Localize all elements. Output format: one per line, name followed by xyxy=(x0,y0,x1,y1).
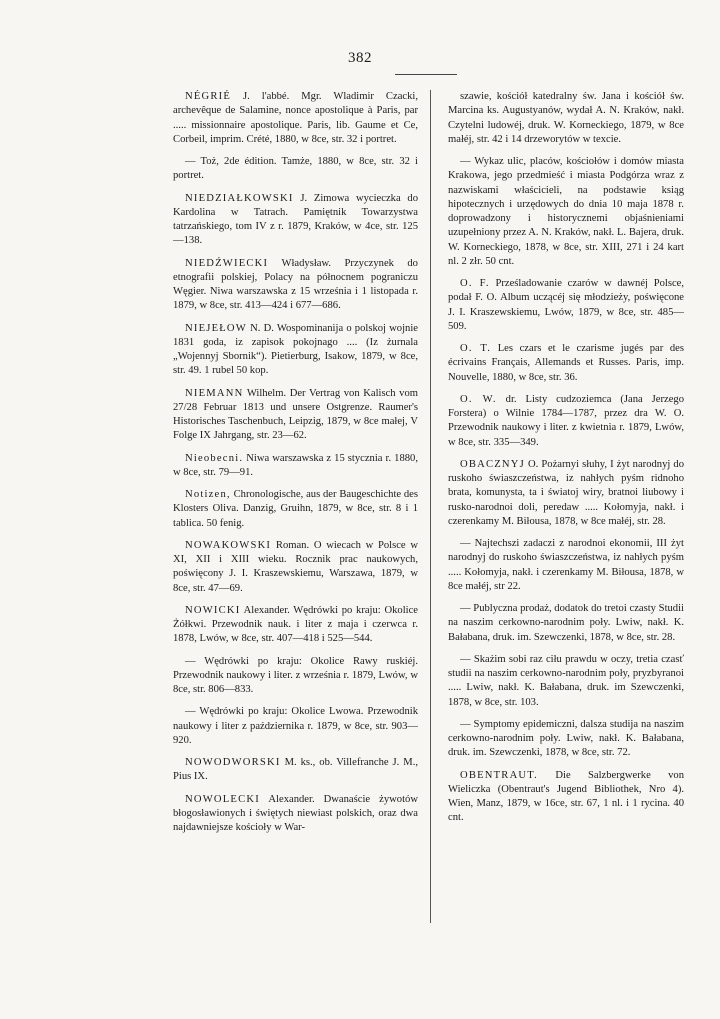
bibliography-entry xyxy=(448,393,684,450)
entry-text: Prześladowanie czarów w dawnéj Polsce, podał F. O. Album uczącéj się młodzieży, poświęcone J. I. Kraszewskiemu, Lwów, 1879, w 8ce, str. 485—509. xyxy=(448,278,684,332)
entry-text: — Toż, 2de édition. Tamże, 1880, w 8ce, str. 32 i portret. xyxy=(173,156,418,182)
entry-text: N. D. Wospominanija o polskoj wojnie 1831 goda, iz zapisok pokojnago .... (Iz żurnala „Wojennyj Sbornik“). Pietierburg, Isakow, 1879, w 8ce, str. 49. 1 rubel 50 kop. xyxy=(173,322,418,377)
entry-heading: Notizen, xyxy=(185,489,231,500)
entry-text: Władysław. Przyczynek do etnografii polskiej, Polacy na północnem pograniczu Węgier. Niwa warszawska z 15 września i 1 listopada r. 1879, w 8ce, str. 413—424 i 677—686. xyxy=(173,257,418,312)
entry-heading: OBACZNYJ xyxy=(460,458,525,470)
entry-heading: NOWOLECKI xyxy=(185,793,260,805)
bibliography-entry xyxy=(173,322,418,379)
entry-text: — Wykaz ulic, placów, kościołów i domów miasta Krakowa, jego przedmieść i miasta Podgórza wraz z nazwiskami właścicieli, na podstawie ksiąg hipotecznych i urzędowych do dnia 10 maja 1878 r. doprowadzony i historycznemi objaśnieniami uzupełniony przez A. N. Kraków, nakł. L. Bajera, druk. W. Korneckiego, 1878, w 8ce, str. XIII, 271 i 24 kart nl. 2 złr. 50 cnt. xyxy=(448,156,684,267)
entry-heading: NIEDZIAŁKOWSKI xyxy=(185,192,294,204)
bibliography-entry xyxy=(448,718,684,761)
entry-text: Roman. O wiecach w Polsce w XI, XII i XIII wieku. Rocznik prac naukowych, poświęcony J. I. Kraszewskiemu, Warszawa, 1879, w 8ce, str. 47—69. xyxy=(173,539,418,594)
entry-heading: O. W. xyxy=(460,393,497,405)
entry-heading: NÉGRIÉ xyxy=(185,91,232,102)
entry-heading: O. T. xyxy=(460,343,492,354)
column-divider xyxy=(430,90,431,923)
entry-heading: NIEMANN xyxy=(185,387,244,399)
entry-text: J. Zimowa wycieczka do Kardolina w Tatrach. Pamiętnik Towarzystwa tatrzańskiego, tom IV z r. 1879, Kraków, w 4ce, str. 125—138. xyxy=(173,192,418,247)
bibliography-entry xyxy=(173,90,418,147)
bibliography-entry xyxy=(173,452,418,481)
bibliography-entry xyxy=(448,769,684,826)
entry-text: O. Pożarnyi słuhy, I żyt narodnyj do ruskoho świaszczeństwa, iz nahłych pyśm ridnoho brata, komunysta, ta i światoj wiry, bratnoi liubowy i rusko-narodnoi doli, peredaw ..... Kołomyja, nakł. i czerenkamy M. Biłousa, 1878, w 8ce małéj, str. 28. xyxy=(448,458,684,527)
entry-text: — Publyczna prodaż, dodatok do tretoi czasty Studii na naszim cerkowno-narodnim poły. Lwiw, nakł. K. Bałabana, druk. im. Szewczenki, 1878, w 8ce, str. 28. xyxy=(448,603,684,643)
bibliography-entry xyxy=(173,387,418,444)
entry-heading: NIEJEŁOW xyxy=(185,322,247,334)
entry-text: Wilhelm. Der Vertrag von Kalisch vom 27/28 Februar 1813 und unsere Ostgrenze. Raumer's Historisches Taschenbuch, Leipzig, 1879, w 8ce małej, V Folge IX Jahrgang, str. 23—62. xyxy=(173,387,418,442)
page-number-rule xyxy=(395,74,457,75)
entry-heading: NOWAKOWSKI xyxy=(185,539,272,551)
entry-heading: O. F. xyxy=(460,278,490,289)
entry-text: szawie, kościół katedralny św. Jana i kościół św. Marcina ks. Augustyanów, wydał A. N. Kraków, nakł. Czytelni ludowéj, druk. W. Korneckiego, 1879, w 8ce małéj, str. 42 i 14 drzeworytów w texcie. xyxy=(448,91,684,145)
right-column xyxy=(448,90,684,834)
entry-heading: Nieobecni. xyxy=(185,452,244,464)
entry-heading: NIEDŹWIECKI xyxy=(185,257,269,269)
bibliography-entry xyxy=(173,257,418,314)
entry-text: Niwa warszawska z 15 stycznia r. 1880, w 8ce, str. 79—91. xyxy=(173,452,418,478)
entry-text: Alexander. Wędrówki po kraju: Okolice Żółkwi. Przewodnik nauk. i liter z maja i czerwca r. 1878, Lwów, w 8ce, str. 407—418 i 525—544. xyxy=(173,604,418,645)
bibliography-entry xyxy=(448,342,684,385)
entry-text: Die Salzbergwerke von Wieliczka (Obentraut's Jugend Bibliothek, Nro 4). Wien, Manz, 1879, w 16ce, str. 67, 1 nl. i 1 rycina. 40 cnt. xyxy=(448,769,685,824)
bibliography-entry xyxy=(173,155,418,184)
entry-text: dr. Listy cudzoziemca (Jana Jerzego Forstera) o Wilnie 1784—1787, przez dra W. O. Przewodnik naukowy i liter. z kwietnia r. 1879, Lwów, w 8ce, str. 335—349. xyxy=(448,393,685,448)
bibliography-entry xyxy=(448,602,684,645)
entry-text: — Skażim sobi raz ciłu prawdu w oczy, tretia czasť studii na naszim cerkowno-narodnim poły, pryzbyranoi ..... Lwiw, nakł. K. Bałabana, druk. im Szewczenki, 1878, w 8ce, str. 103. xyxy=(448,653,684,708)
entry-text: Chronologische, aus der Baugeschichte des Klosters Oliva. Danzig, Gruihn, 1879, w 8ce, str. 8 i 1 tablica. 50 fenig. xyxy=(173,489,419,529)
entry-text: Alexander. Dwanaście żywotów błogosławionych i świętych niewiast polskich, oraz dwa najdawniejsze kościoły w War- xyxy=(173,793,418,833)
bibliography-entry xyxy=(448,277,684,334)
bibliography-entry xyxy=(448,458,684,529)
entry-text: J. l'abbé. Mgr. Wladimir Czacki, archevêque de Salamine, nonce apostolique à Paris, par ..... missionnaire apostolique. Paris, lib. Gaume et Ce, Corbeil, imprim. Crété, 1880, w 8ce, str. 32 i portret. xyxy=(173,91,418,145)
bibliography-entry xyxy=(173,756,418,785)
bibliography-entry xyxy=(448,653,684,710)
entry-text: — Symptomy epidemiczni, dalsza studija na naszim cerkowno-narodnim poły. Lwiw, nakł. K. Bałabana, druk. im. Szewczenki, 1878, w 8ce, str. 72. xyxy=(448,718,684,759)
bibliography-entry xyxy=(173,488,418,531)
bibliography-entry xyxy=(173,192,418,249)
bibliography-entry xyxy=(448,90,684,147)
entry-text: M. ks., ob. Villefranche J. M., Pius IX. xyxy=(173,757,418,783)
entry-heading: OBENTRAUT. xyxy=(460,769,539,781)
entry-text: — Najtechszi zadaczi z narodnoi ekonomii, III żyt narodnyj do ruskoho świaszczeństwa, iz nahłych pyśm ..... Kołomyja, nakł. i czerenkamy M. Biłousa, 1878, w 8ce małéj, str 22. xyxy=(448,538,684,592)
bibliography-entry xyxy=(448,537,684,594)
entry-heading: NOWICKI xyxy=(185,604,241,616)
entry-heading: NOWODWORSKI xyxy=(185,757,281,768)
bibliography-entry xyxy=(448,155,684,269)
entry-text: — Wędrówki po kraju: Okolice Lwowa. Przewodnik naukowy i liter z października r. 1879, w 8ce, str. 903—920. xyxy=(173,706,418,746)
bibliography-entry xyxy=(173,604,418,647)
page-number: 382 xyxy=(348,50,372,66)
bibliography-entry xyxy=(173,539,418,596)
entry-text: Les czars et le czarisme jugés par des écrivains Français, Allemands et Russes. Paris, imp. Nouvelle, 1880, w 8ce, str. 36. xyxy=(448,343,684,383)
bibliography-entry xyxy=(173,793,418,836)
bibliography-entry xyxy=(173,705,418,748)
left-column xyxy=(173,90,418,843)
entry-text: — Wędrówki po kraju: Okolice Rawy ruskiéj. Przewodnik naukowy i liter. z września r. 1879, Lwów, w 8ce, str. 806—833. xyxy=(173,655,418,695)
bibliography-entry xyxy=(173,655,418,698)
